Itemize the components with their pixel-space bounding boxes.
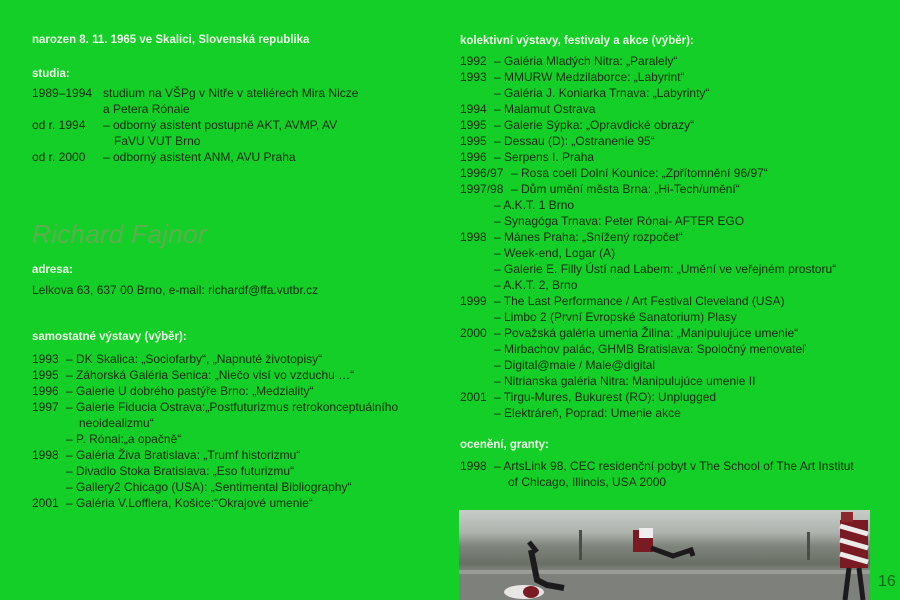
list-item: – A.K.T. 1 Brno	[494, 198, 575, 212]
list-item: – Nitrianska galéria Nitra: Manipulujúce umenie II	[494, 374, 756, 388]
birth-info: narozen 8. 11. 1965 ve Skalici, Slovenská republika	[32, 34, 310, 46]
list-item: – P. Rónai:„a opačně“	[66, 432, 182, 446]
list-item: 1996 – Galerie U dobrého pastýře Brno: „Medziality“	[32, 384, 314, 398]
list-item: – Elektráreň, Poprad: Umenie akce	[494, 406, 681, 420]
list-item: of Chicago, Illinois, USA 2000	[508, 475, 667, 489]
list-item: – Mirbachov palác, GHMB Bratislava: Spoločný menovateľ	[494, 342, 806, 356]
adresa-heading: adresa:	[32, 264, 73, 276]
photo-frame-3	[709, 510, 870, 600]
list-item: – Galéria J. Koniarka Trnava: „Labyrinty“	[494, 86, 710, 100]
list-item: – Divadlo Stoka Bratislava: „Eso futurizmu“	[66, 464, 295, 478]
list-item: 1995 – Záhorská Galéria Senica: „Niečo visí vo vzduchu …“	[32, 368, 355, 382]
list-item: 1998 – ArtsLink 98, CEC residenční pobyt v The School of The Art Institut	[460, 459, 854, 473]
list-item: 1989–1994 studium na VŠPg v Nitře v ateliérech Mira Nicze	[32, 86, 359, 100]
list-item: 1997/98 – Dům umění města Brna: „Hi-Tech/umění“	[460, 182, 740, 196]
performance-photo-strip	[459, 510, 870, 600]
photo-frame-1	[459, 510, 633, 600]
address-text: Lelkova 63, 637 00 Brno, e-mail: richardf@ffa.vutbr.cz	[32, 283, 319, 297]
artist-name: Richard Fajnor	[32, 219, 207, 249]
list-item: 1993 – DK Skalica: „Sociofarby“, „Napnuté životopisy“	[32, 352, 323, 366]
list-item: 1996 – Serpens I. Praha	[460, 150, 595, 164]
list-item: 2001 – Tirgu-Mures, Bukurest (RO): Unplugged	[460, 390, 717, 404]
list-item: 1995 – Galerie Sýpka: „Opravdické obrazy“	[460, 118, 695, 132]
list-item: a Petera Rónaie	[103, 102, 190, 116]
list-item: 1998 – Galéria Živa Bratislava: „Trumf historizmu“	[32, 448, 301, 462]
list-item: 1993 – MMURW Medzilaborce: „Labyrint“	[460, 70, 685, 84]
list-item: 1995 – Dessau (D): „Ostranenie 95“	[460, 134, 655, 148]
list-item: od r. 1994 – odborný asistent postupně AKT, AVMP, AV	[32, 118, 338, 132]
list-item: 1998 – Mánes Praha: „Snížený rozpočet“	[460, 230, 683, 244]
performer-figure	[489, 540, 589, 600]
list-item: 1999 – The Last Performance / Art Festival Cleveland (USA)	[460, 294, 785, 308]
list-item: – Synagóga Trnava: Peter Rónai- AFTER EGO	[494, 214, 745, 228]
performer-figure	[835, 512, 870, 600]
list-item: – Week-end, Logar (A)	[494, 246, 616, 260]
list-item: 1992 – Galéria Mladých Nitra: „Paralely“	[460, 54, 678, 68]
list-item: 1997 – Galerie Fiducia Ostrava:„Postfuturizmus retrokonceptuálního	[32, 400, 399, 414]
studia-heading: studia:	[32, 68, 70, 80]
list-item: 2000 – Považská galéria umenia Žilina: „Manipulujúce umenie“	[460, 326, 799, 340]
photo-frame-2	[633, 510, 709, 600]
list-item: – Limbo 2 (První Evropské Sanatorium) Plasy	[494, 310, 737, 324]
list-item: – Galerie E. Filly Ústí nad Labem: „Umění ve veřejném prostoru“	[494, 262, 837, 276]
page-number: 16	[878, 573, 896, 590]
performer-figure	[633, 528, 709, 568]
oceneni-heading: ocenění, granty:	[460, 439, 549, 451]
list-item: – Digital@male / Male@digital	[494, 358, 656, 372]
list-item: FaVU VUT Brno	[114, 134, 201, 148]
list-item: 1996/97 – Rosa coeli Dolní Kounice: „Zpřítomnění 96/97“	[460, 166, 768, 180]
samostatne-heading: samostatné výstavy (výběr):	[32, 331, 187, 343]
list-item: neoidealizmu“	[79, 416, 154, 430]
list-item: od r. 2000 – odborný asistent ANM, AVU Praha	[32, 150, 296, 164]
list-item: – A.K.T. 2, Brno	[494, 278, 578, 292]
list-item: 1994 – Malamut Ostrava	[460, 102, 596, 116]
kolektivni-heading: kolektivní výstavy, festivaly a akce (výběr):	[460, 35, 694, 47]
list-item: – Gallery2 Chicago (USA): „Sentimental Bibliography“	[66, 480, 352, 494]
list-item: 2001 – Galéria V.Lofflera, Košice:“Okrajové umenie“	[32, 496, 313, 510]
